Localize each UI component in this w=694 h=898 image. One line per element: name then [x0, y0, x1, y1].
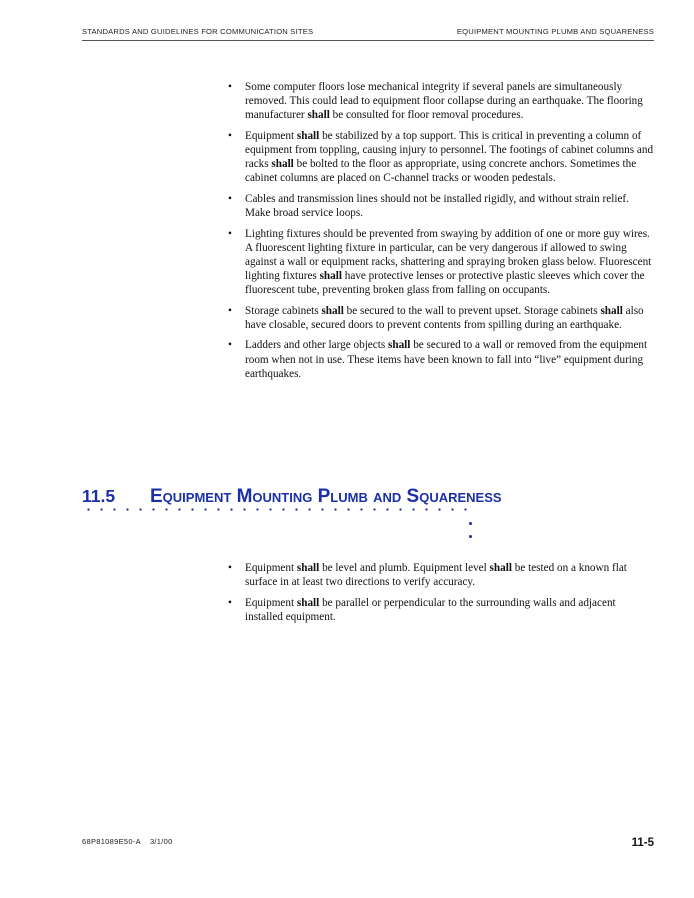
bullet-text: be consulted for floor removal procedures.: [329, 109, 524, 122]
bullet-text: be secured to a wall or removed from the equipment room when not in use. These items have been known to fall into “live” equipment during earthquakes.: [245, 339, 648, 380]
bold-term: shall: [271, 158, 294, 171]
dotted-rule: [82, 508, 472, 511]
bullet-item: [228, 192, 654, 220]
bold-term: shall: [307, 109, 330, 122]
bullet-item: [228, 338, 654, 380]
section-title: Equipment Mounting Plumb and Squareness: [150, 486, 502, 507]
bullet-icon: •: [228, 339, 232, 352]
bold-term: shall: [321, 304, 344, 317]
bullet-text: be secured to the wall to prevent upset. Storage cabinets: [343, 304, 601, 317]
footer-page-number: 11-5: [631, 837, 654, 849]
bullet-text: Cables and transmission lines should not be installed rigidly, and without strain relief. Make broad service loops.: [245, 192, 629, 219]
bullet-item: [228, 596, 654, 624]
dotted-rule-dot: [469, 535, 472, 538]
bold-term: shall: [296, 596, 320, 609]
bold-term: shall: [319, 269, 342, 282]
bullet-text: be bolted to the floor as appropriate, using concrete anchors. Sometimes the cabinet columns are placed on C-channel tracks or wooden pedestals.: [245, 158, 637, 185]
section-number: 11.5: [82, 486, 116, 506]
bullet-text: Equipment: [245, 562, 297, 574]
bullet-text: have protective lenses or protective plastic sleeves which cover the fluorescent tube, preventing broken glass from falling on occupants.: [245, 269, 645, 296]
bullet-icon: •: [228, 81, 232, 93]
bullet-item: [228, 80, 654, 122]
header-section-title: EQUIPMENT MOUNTING PLUMB AND SQUARENESS: [456, 27, 654, 36]
bold-term: shall: [388, 339, 411, 352]
section-heading: [82, 486, 502, 508]
bullet-icon: •: [228, 304, 232, 317]
footer-date: 3/1/00: [149, 837, 173, 846]
running-header: [82, 27, 654, 39]
bullet-text: Lighting fixtures should be prevented from swaying by addition of one or more guy wires. A fluorescent lighting fixture in particular, can be very dangerous if allowed to swing against a wall or equipment racks, shattering and spraying broken glass below. Fluorescent lighting fixtures: [245, 227, 652, 282]
bullet-item: [228, 304, 654, 332]
bullet-icon: •: [228, 596, 232, 609]
bullet-item: [228, 129, 654, 185]
bullet-item: [228, 227, 654, 297]
bullet-text: Some computer floors lose mechanical integrity if several panels are simultaneously removed. This could lead to equipment floor collapse during an earthquake. The flooring manufacturer: [245, 81, 643, 122]
bold-term: shall: [489, 562, 512, 574]
bullet-text: Equipment: [245, 129, 297, 142]
bullet-text: be parallel or perpendicular to the surrounding walls and adjacent installed equipment.: [245, 596, 616, 623]
bold-term: shall: [600, 304, 623, 317]
bullet-icon: •: [228, 562, 232, 574]
bullet-text: Storage cabinets: [245, 304, 322, 317]
bullet-text: be stabilized by a top support. This is critical in preventing a column of equipment from toppling, causing injury to personnel. The footings of cabinet columns and racks: [245, 129, 654, 171]
bullet-text: Ladders and other large objects: [245, 339, 389, 352]
header-document-title: STANDARDS AND GUIDELINES FOR COMMUNICATION SITES: [82, 27, 314, 36]
bold-term: shall: [296, 129, 320, 142]
dotted-rule-dot: [469, 522, 472, 525]
footer-doc-info: [82, 837, 182, 846]
bullet-icon: •: [228, 129, 232, 142]
bullet-text: also have closable, secured doors to prevent contents from spilling during an earthquake.: [245, 304, 644, 331]
bullet-icon: •: [228, 192, 232, 205]
bullet-icon: •: [228, 227, 232, 240]
bullet-text: be tested on a known flat surface in at least two directions to verify accuracy.: [245, 562, 627, 589]
bullet-text: Equipment: [245, 596, 297, 609]
footer-doc-number: 68P81089E50-A: [82, 837, 141, 846]
bullet-list-top: [228, 80, 654, 387]
header-rule: [82, 40, 654, 41]
bullet-text: be level and plumb. Equipment level: [319, 562, 490, 574]
bold-term: shall: [296, 562, 320, 574]
bullet-list-bottom: [228, 561, 654, 631]
bullet-item: [228, 561, 654, 589]
